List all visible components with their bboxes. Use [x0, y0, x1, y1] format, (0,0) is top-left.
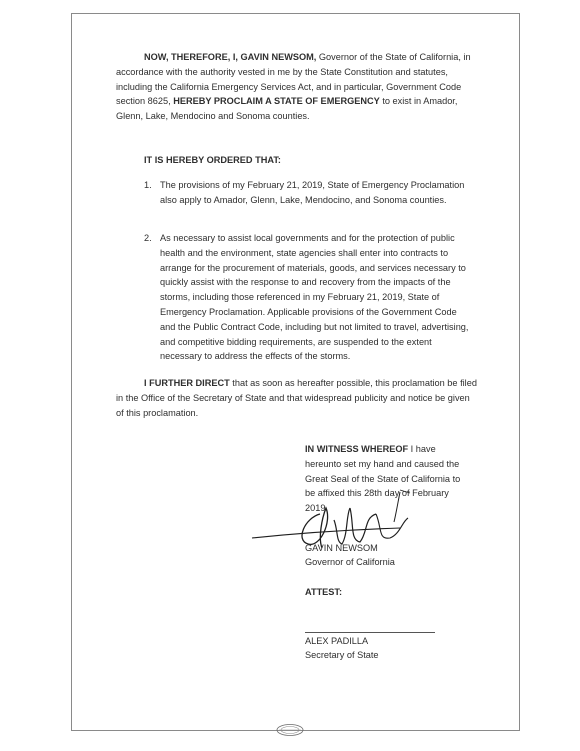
direct-lead: I FURTHER DIRECT	[144, 378, 230, 388]
order-number: 2.	[144, 233, 152, 243]
attest-name: ALEX PADILLA	[305, 636, 369, 646]
ordered-heading: IT IS HEREBY ORDERED THAT:	[144, 155, 281, 165]
witness-body: I have hereunto set my hand and caused the Great Seal of the State of California to be affixed this 28th day of February 2019.	[305, 444, 461, 514]
footer-seal-icon	[275, 723, 305, 737]
order-item	[144, 178, 474, 208]
order-text: As necessary to assist local governments and for the protection of public health and the environment, state agencies shall enter into contracts to arrange for the procurement of materials, goods, and services necessary to quickly assist with the response to and recovery from the impacts of the storms, including those referenced in my February 21, 2019, State of Emergency Proclamation. Applicable provisions of the Government Code and the Public Contract Code, including but not limited to travel, advertising, and competitive bidding requirements, are suspended to the extent necessary to address the effects of the storms.	[160, 233, 469, 362]
proclamation-body-1: Governor of the State of California, in accordance with the authority vested in me by the State Constitution and statutes, including the California Emergency Services Act, and in particular, Government Code section 8625,	[116, 52, 471, 107]
order-text: The provisions of my February 21, 2019, State of Emergency Proclamation also apply to Amador, Glenn, Lake, Mendocino, and Sonoma counties.	[160, 180, 465, 205]
signer-name: GAVIN NEWSOM	[305, 543, 378, 553]
attest-signature-line	[305, 632, 435, 633]
attest-title: Secretary of State	[305, 650, 379, 660]
signer-title: Governor of California	[305, 557, 395, 567]
order-number: 1.	[144, 180, 152, 190]
proclamation-paragraph	[116, 50, 478, 124]
attest-label: ATTEST:	[305, 587, 343, 597]
proclamation-lead: NOW, THEREFORE, I, GAVIN NEWSOM,	[144, 52, 317, 62]
witness-lead: IN WITNESS WHEREOF	[305, 444, 409, 454]
order-item	[144, 231, 474, 364]
proclamation-emergency: HEREBY PROCLAIM A STATE OF EMERGENCY	[173, 96, 380, 107]
direct-body: that as soon as hereafter possible, this proclamation be filed in the Office of the Secretary of State and that widespread publicity and notice be given of this proclamation.	[116, 378, 477, 418]
proclamation-body-2: to exist in Amador, Glenn, Lake, Mendocino and Sonoma counties.	[116, 96, 458, 122]
direct-paragraph	[116, 376, 478, 420]
